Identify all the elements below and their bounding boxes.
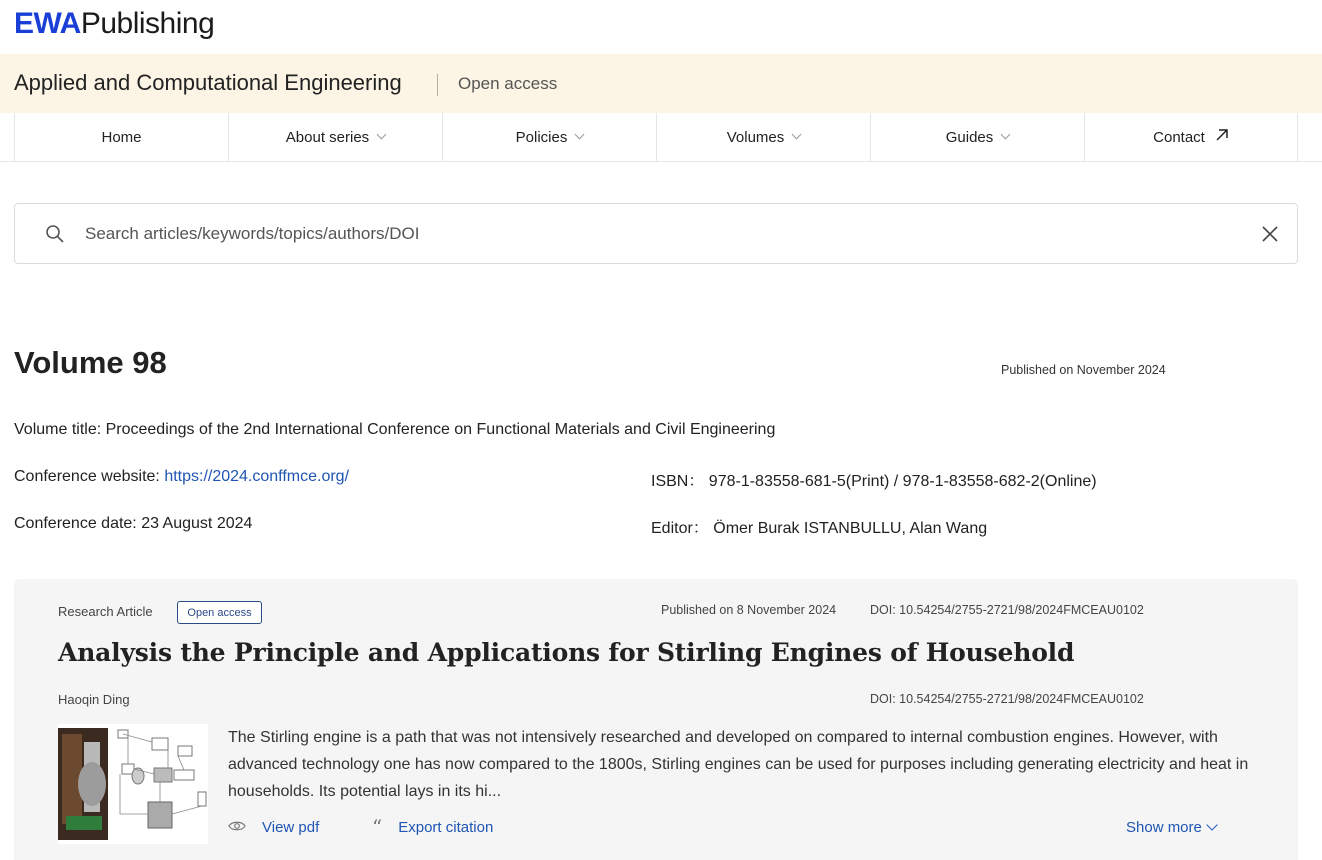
article-author[interactable]: Haoqin Ding <box>58 692 130 707</box>
article-type: Research Article <box>58 604 153 619</box>
nav-contact[interactable] <box>1084 113 1298 161</box>
nav-volumes-label: Volumes <box>726 128 785 146</box>
nav-home-label: Home <box>101 128 142 146</box>
article-title[interactable]: Analysis the Principle and Applications for Stirling Engines of Household <box>58 638 1075 667</box>
journal-title[interactable]: Applied and Computational Engineering <box>14 70 402 95</box>
article-abstract: The Stirling engine is a path that was not intensively researched and developed on compared to internal combustion engines. However, with advanced technology one has now compared to the 1800s, Stirling engines can be used for purposes including generating electricity and heat in households. Its potential lays in its hi... <box>228 729 1249 800</box>
editor: Editor： Ömer Burak ISTANBULLU, Alan Wang <box>651 520 988 537</box>
volume-published-date: Published on November 2024 <box>1001 363 1166 377</box>
conference-website-link[interactable]: https://2024.conffmce.org/ <box>164 468 350 485</box>
view-pdf-label: View pdf <box>262 819 320 836</box>
article-doi-top: DOI: 10.54254/2755-2721/98/2024FMCEAU0102 <box>870 603 1144 617</box>
close-icon[interactable] <box>1260 224 1280 244</box>
external-link-icon <box>1215 127 1229 147</box>
journal-bar <box>0 54 1322 113</box>
nav-policies-label: Policies <box>515 128 568 146</box>
chevron-down-icon <box>1206 819 1217 830</box>
nav-volumes[interactable] <box>656 113 870 161</box>
conference-website <box>14 468 349 486</box>
search-icon <box>45 224 65 244</box>
view-pdf-button[interactable] <box>228 819 319 836</box>
journal-divider <box>437 74 438 96</box>
isbn: ISBN： 978-1-83558-681-5(Print) / 978-1-83558-682-2(Online) <box>651 473 1097 490</box>
open-access-badge: Open access <box>177 601 262 624</box>
chevron-down-icon <box>377 130 387 140</box>
nav-guides[interactable] <box>870 113 1084 161</box>
chevron-down-icon <box>792 130 802 140</box>
volume-title: Volume 98 <box>14 345 167 380</box>
article-card <box>14 579 1298 860</box>
export-citation-label: Export citation <box>398 819 494 836</box>
volume-full-title: Volume title: Proceedings of the 2nd International Conference on Functional Materials and Civil Engineering <box>14 421 776 438</box>
main-nav <box>0 113 1322 162</box>
article-thumbnail[interactable] <box>58 724 208 844</box>
chevron-down-icon <box>575 130 585 140</box>
quote-icon: “ <box>372 815 383 839</box>
nav-home[interactable] <box>14 113 228 161</box>
article-doi: DOI: 10.54254/2755-2721/98/2024FMCEAU0102 <box>870 692 1144 706</box>
top-header <box>0 0 1322 54</box>
eye-icon <box>228 819 246 836</box>
show-more-label: Show more <box>1126 819 1202 836</box>
nav-contact-label: Contact <box>1153 128 1205 146</box>
nav-about-series[interactable] <box>228 113 442 161</box>
nav-policies[interactable] <box>442 113 656 161</box>
conference-date: Conference date: 23 August 2024 <box>14 515 253 532</box>
logo-ewa: EWA <box>14 7 81 40</box>
conference-website-label: Conference website: <box>14 468 165 485</box>
logo-publishing: Publishing <box>80 7 215 40</box>
nav-guides-label: Guides <box>945 128 994 146</box>
site-logo[interactable] <box>14 6 214 42</box>
nav-about-label: About series <box>285 128 370 146</box>
journal-access-label: Open access <box>458 74 558 93</box>
export-citation-button[interactable] <box>372 815 494 839</box>
search-input[interactable] <box>85 218 1235 250</box>
show-more-button[interactable] <box>1126 819 1216 836</box>
chevron-down-icon <box>1001 130 1011 140</box>
article-published-date: Published on 8 November 2024 <box>661 603 837 617</box>
search-bar <box>14 203 1298 264</box>
